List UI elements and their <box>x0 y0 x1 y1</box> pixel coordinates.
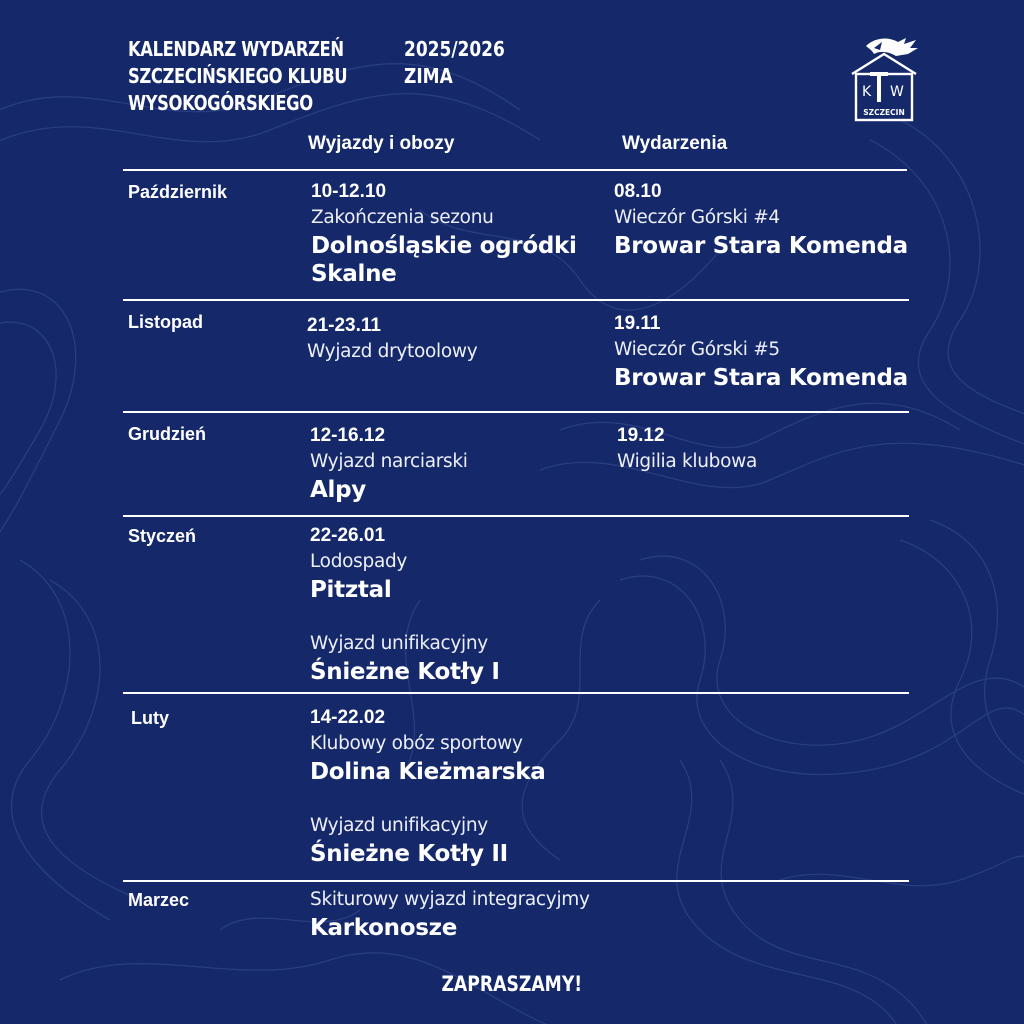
entry-type: Wyjazd unifikacyjny <box>310 815 488 836</box>
entry-place: Browar Stara Komenda <box>614 365 908 391</box>
entry-date: 21-23.11 <box>307 315 381 336</box>
entry-place: Śnieżne Kotły II <box>310 841 508 867</box>
divider <box>123 411 909 413</box>
entry-place: Dolina Kieżmarska <box>310 759 546 785</box>
trip-entry <box>310 886 590 942</box>
entry-type: Wyjazd unifikacyjny <box>310 633 488 654</box>
entry-place: Karkonosze <box>310 915 458 941</box>
entry-type: Zakończenia sezonu <box>311 207 494 228</box>
divider <box>123 692 909 694</box>
entry-place: Śnieżne Kotły I <box>310 659 500 685</box>
month-label: Styczeń <box>128 526 197 546</box>
divider <box>123 299 909 301</box>
entry-date: 12-16.12 <box>310 425 386 446</box>
season-name: ZIMA <box>404 64 453 88</box>
column-header-trips: Wyjazdy i obozy <box>308 133 455 154</box>
month-label: Listopad <box>128 312 203 332</box>
entry-date: 10-12.10 <box>311 181 387 202</box>
event-entry <box>617 424 757 476</box>
entry-type: Wyjazd narciarski <box>310 451 468 472</box>
entry-type: Lodospady <box>310 551 408 572</box>
entry-place: Alpy <box>310 477 366 503</box>
entry-type: Wieczór Górski #5 <box>614 339 780 360</box>
trip-entry <box>307 314 477 366</box>
entry-date: 19.11 <box>614 313 661 334</box>
club-logo <box>844 34 924 124</box>
entry-place: Dolnośląskie ogródki <box>311 233 577 259</box>
entry-place: Pitztal <box>310 577 392 603</box>
logo-letter-w: W <box>890 84 904 100</box>
trip-entry <box>311 180 577 288</box>
entry-date: 08.10 <box>614 181 662 202</box>
divider <box>123 880 909 882</box>
month-label: Październik <box>128 182 228 202</box>
trip-entry <box>310 706 546 868</box>
title-line: SZCZECIŃSKIEGO KLUBU <box>128 64 348 88</box>
event-entry <box>614 312 908 392</box>
month-label: Grudzień <box>128 424 207 444</box>
season-label <box>404 36 505 90</box>
logo-city: SZCZECIN <box>863 108 905 117</box>
entry-place: Browar Stara Komenda <box>614 233 908 259</box>
column-header-events: Wydarzenia <box>622 133 728 154</box>
trip-entry <box>310 524 500 686</box>
footer-text: ZAPRASZAMY! <box>441 972 583 996</box>
closing-invitation <box>0 972 1024 996</box>
month-label: Marzec <box>128 890 190 910</box>
entry-type: Wyjazd drytoolowy <box>307 341 478 362</box>
entry-type: Klubowy obóz sportowy <box>310 733 523 754</box>
event-entry <box>614 180 908 260</box>
trip-entry <box>310 424 468 504</box>
season-year: 2025/2026 <box>404 37 505 61</box>
divider <box>123 169 907 171</box>
month-label: Luty <box>131 708 169 728</box>
entry-date: 19.12 <box>617 425 665 446</box>
title-line: WYSOKOGÓRSKIEGO <box>128 91 313 115</box>
eagle-icon <box>866 38 918 56</box>
logo-letter-k: K <box>862 84 872 100</box>
entry-type: Skiturowy wyjazd integracyjmy <box>310 889 590 910</box>
entry-date: 22-26.01 <box>310 525 386 546</box>
calendar-title <box>128 36 347 117</box>
divider <box>123 515 909 517</box>
entry-type: Wieczór Górski #4 <box>614 207 780 228</box>
entry-place: Skalne <box>311 261 397 287</box>
entry-date: 14-22.02 <box>310 707 386 728</box>
entry-type: Wigilia klubowa <box>617 451 758 472</box>
title-line: KALENDARZ WYDARZEŃ <box>128 37 344 61</box>
